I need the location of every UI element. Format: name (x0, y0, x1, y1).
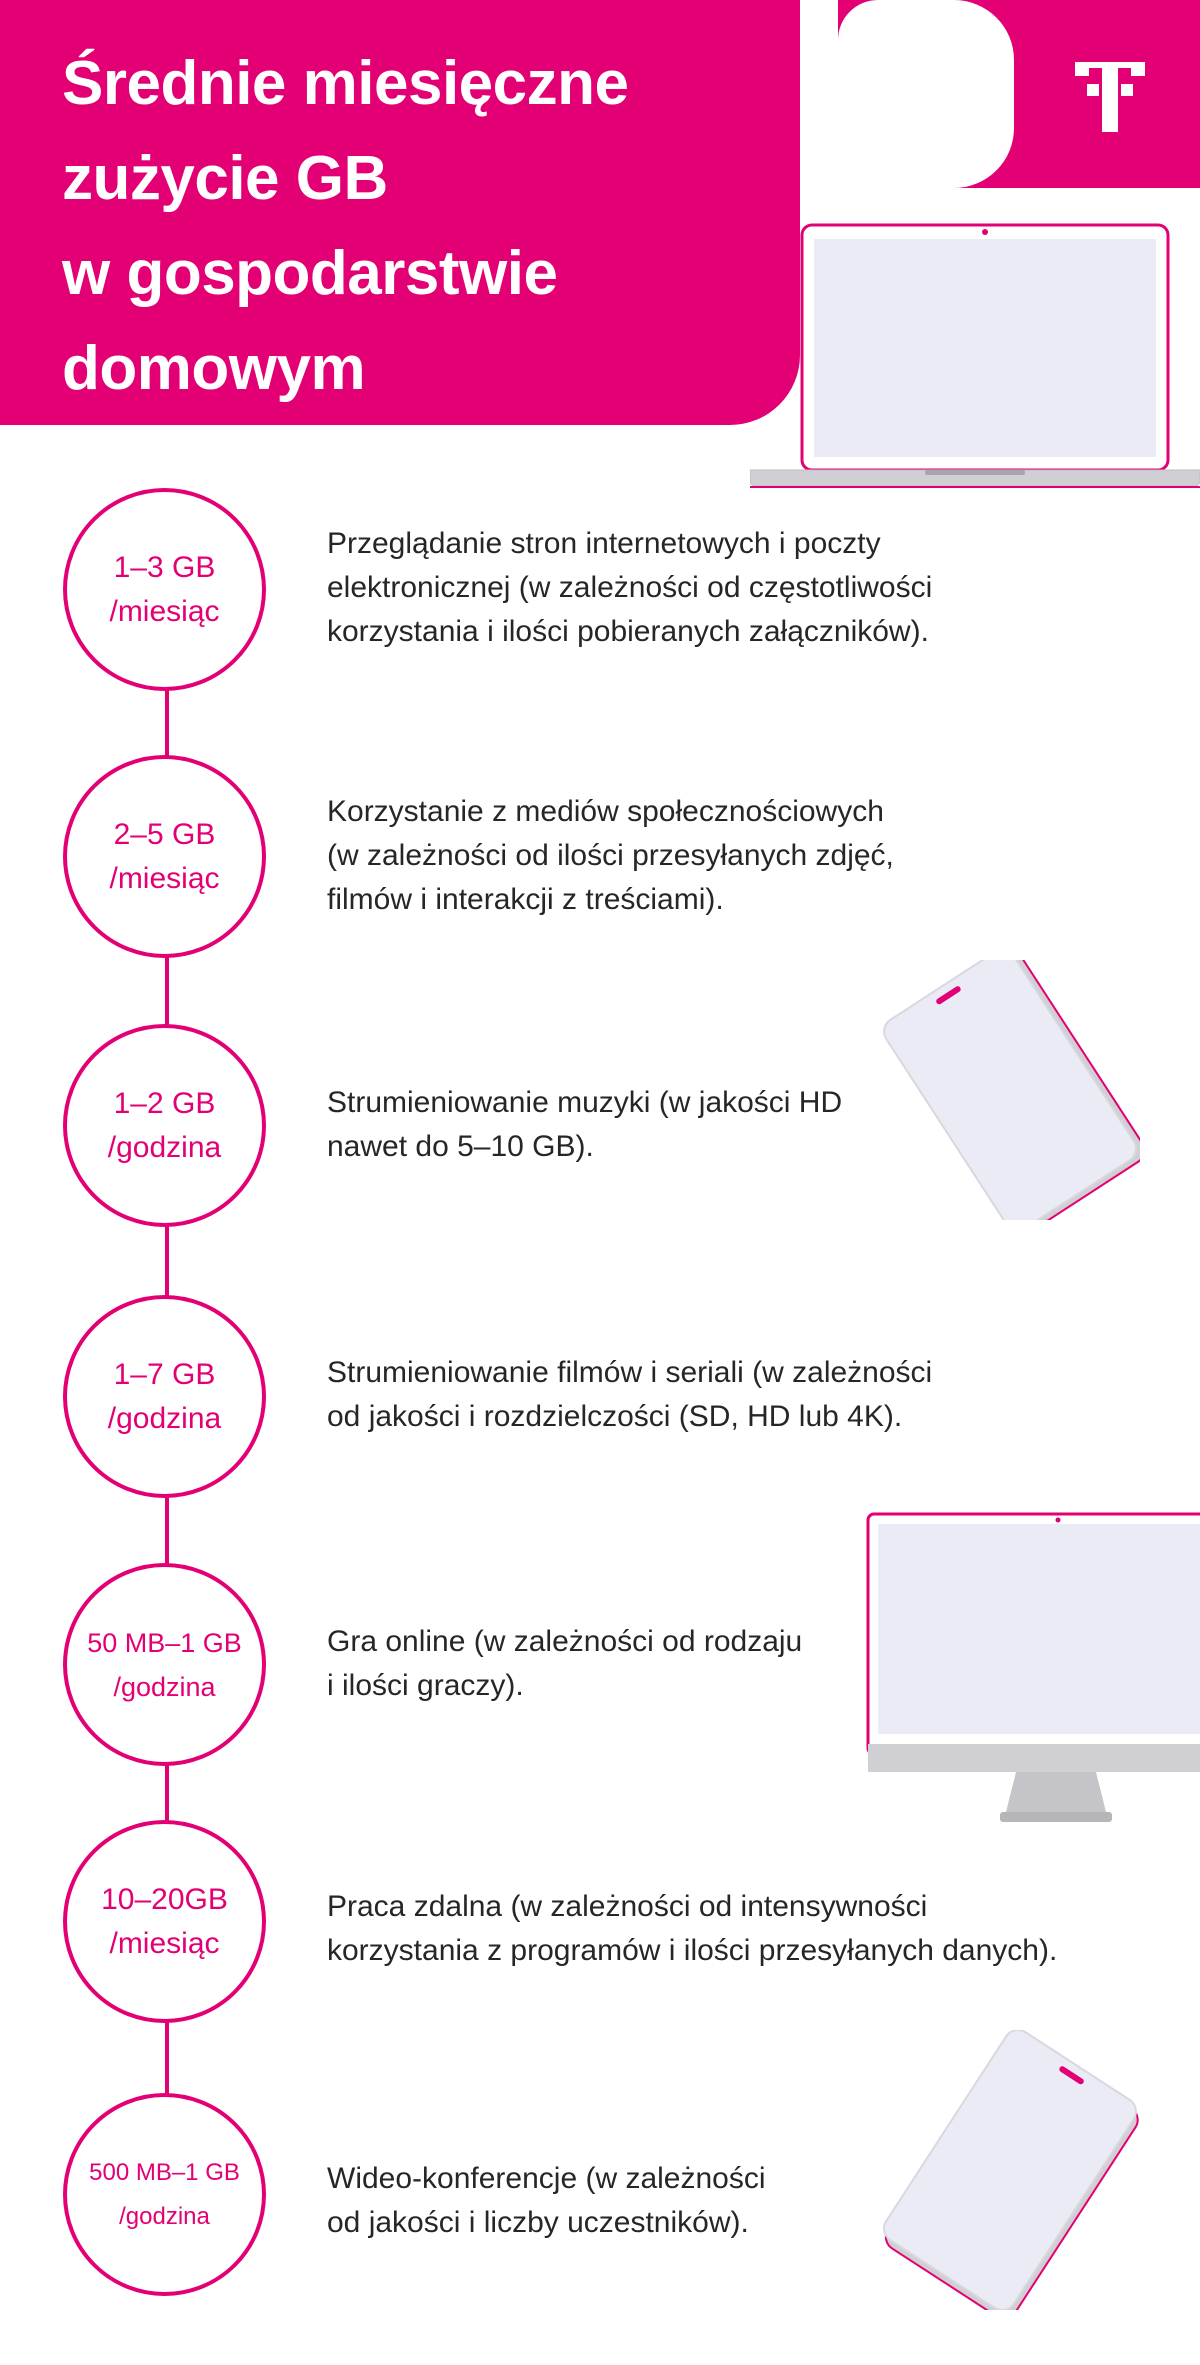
title-line: Średnie miesięczne (62, 49, 629, 118)
description-line: od jakości i liczby uczestników). (327, 2206, 749, 2239)
page-title (62, 36, 629, 416)
description-line: Korzystanie z mediów społecznościowych (327, 795, 884, 828)
description-line: i ilości graczy). (327, 1669, 524, 1702)
usage-period: /godzina (119, 2202, 210, 2230)
description-line: filmów i interakcji z treściami). (327, 883, 724, 916)
description-line: Strumieniowanie filmów i seriali (w zależności (327, 1356, 933, 1389)
title-line: domowym (62, 334, 366, 403)
usage-badge (63, 488, 266, 691)
title-line: zużycie GB (62, 144, 388, 213)
usage-amount: 1–3 GB (113, 550, 216, 584)
usage-description (327, 1620, 1147, 1708)
usage-badge (63, 1820, 266, 2023)
description-line: Praca zdalna (w zależności od intensywności (327, 1890, 928, 1923)
description-line: Wideo-konferencje (w zależności (327, 2162, 766, 2195)
usage-badge (63, 2093, 266, 2296)
usage-amount: 50 MB–1 GB (87, 1627, 242, 1658)
usage-amount: 10–20GB (101, 1882, 228, 1916)
usage-amount: 500 MB–1 GB (89, 2158, 240, 2186)
usage-amount: 1–7 GB (113, 1357, 216, 1391)
usage-period: /godzina (107, 1401, 222, 1435)
usage-badge (63, 1295, 266, 1498)
description-line: nawet do 5–10 GB). (327, 1130, 594, 1163)
description-line: korzystania z programów i ilości przesyłanych danych). (327, 1934, 1058, 1967)
usage-description (327, 1081, 1147, 1169)
usage-period: /miesiąc (109, 594, 220, 628)
description-line: Gra online (w zależności od rodzaju (327, 1625, 803, 1658)
usage-description (327, 1351, 1147, 1439)
title-line: w gospodarstwie (62, 239, 558, 308)
usage-description (327, 790, 1147, 922)
usage-description (327, 2157, 1147, 2245)
description-line: Strumieniowanie muzyki (w jakości HD (327, 1086, 843, 1119)
description-line: od jakości i rozdzielczości (SD, HD lub 4K). (327, 1400, 903, 1433)
description-line: (w zależności od ilości przesyłanych zdjęć, (327, 839, 894, 872)
description-line: Przeglądanie stron internetowych i poczty (327, 527, 881, 560)
usage-badge (63, 755, 266, 958)
laptop-illustration (750, 222, 1200, 490)
telekom-t-logo-icon (1075, 62, 1145, 132)
usage-description (327, 1885, 1147, 1973)
logo-notch (838, 0, 1014, 188)
usage-period: /miesiąc (109, 1926, 220, 1960)
usage-badge (63, 1024, 266, 1227)
description-line: korzystania i ilości pobieranych załączników). (327, 615, 929, 648)
usage-period: /miesiąc (109, 861, 220, 895)
usage-badge (63, 1563, 266, 1766)
usage-amount: 2–5 GB (113, 817, 216, 851)
usage-amount: 1–2 GB (113, 1086, 216, 1120)
usage-description (327, 522, 1147, 654)
description-line: elektronicznej (w zależności od częstotliwości (327, 571, 933, 604)
usage-period: /godzina (113, 1671, 216, 1702)
usage-period: /godzina (107, 1130, 222, 1164)
